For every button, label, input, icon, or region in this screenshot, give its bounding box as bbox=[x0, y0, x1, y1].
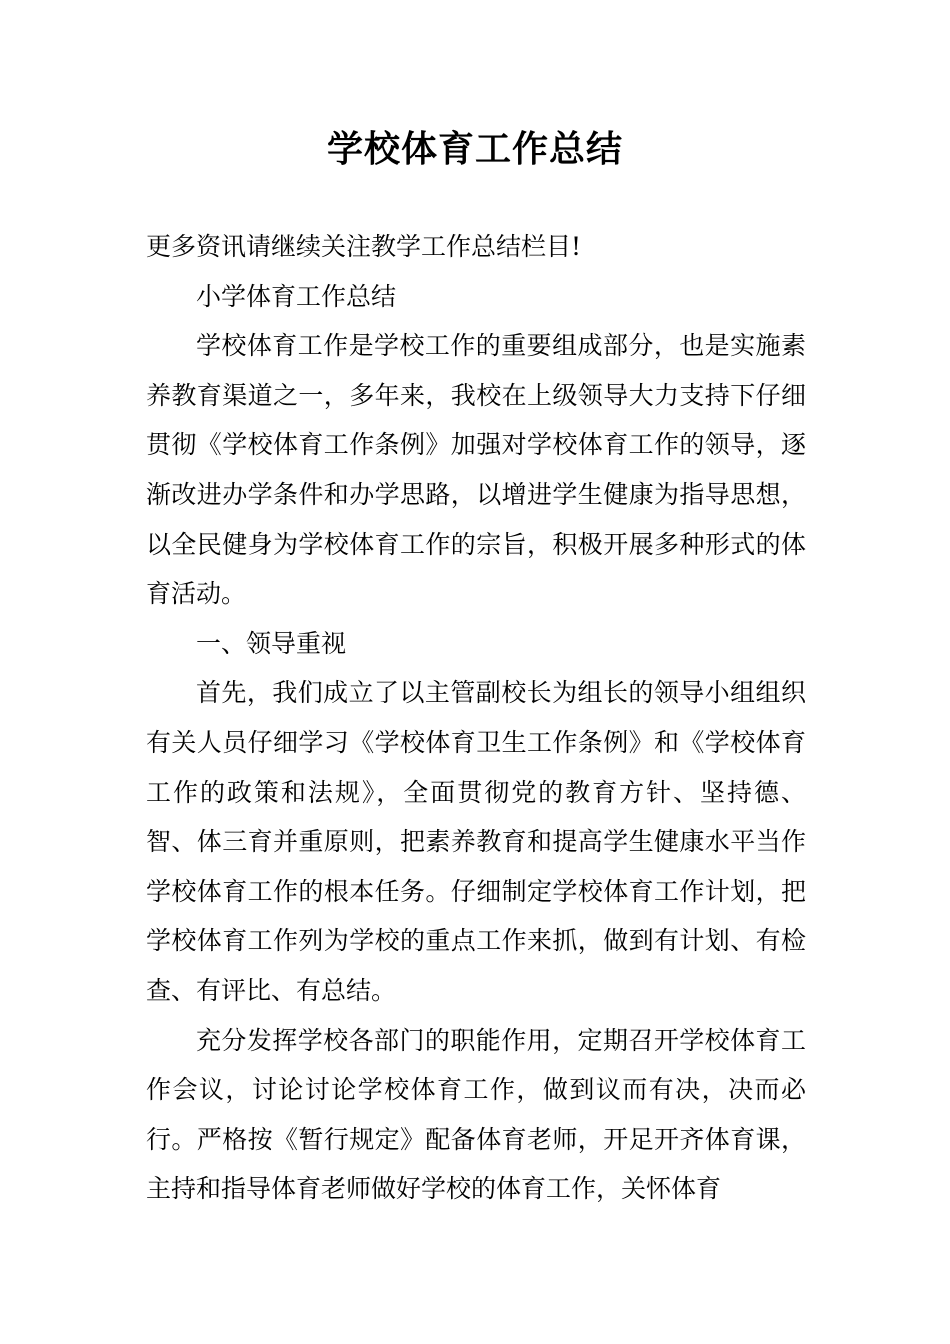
paragraph-overview: 学校体育工作是学校工作的重要组成部分，也是实施素养教育渠道之一，多年来，我校在上级领导大力支持下仔细贯彻《学校体育工作条例》加强对学校体育工作的领导，逐渐改进办学条件和办学思路，以增进学生健康为指导思想，以全民健身为学校体育工作的宗旨，积极开展多种形式的体育活动。 bbox=[146, 331, 806, 609]
paragraph-leadership-2: 充分发挥学校各部门的职能作用，定期召开学校体育工作会议，讨论讨论学校体育工作，做到议而有决，决而必行。严格按《暂行规定》配备体育老师，开足开齐体育课，主持和指导体育老师做好学校的体育工作，关怀体育 bbox=[146, 1025, 806, 1204]
paragraph-leadership-1: 首先，我们成立了以主管副校长为组长的领导小组组织有关人员仔细学习《学校体育卫生工作条例》和《学校体育工作的政策和法规》，全面贯彻党的教育方针、坚持德、智、体三育并重原则，把素养教育和提高学生健康水平当作学校体育工作的根本任务。仔细制定学校体育工作计划，把学校体育工作列为学校的重点工作来抓，做到有计划、有检查、有评比、有总结。 bbox=[146, 678, 806, 1005]
paragraph-subtitle: 小学体育工作总结 bbox=[196, 281, 397, 311]
document-body bbox=[146, 222, 806, 1214]
paragraph-intro: 更多资讯请继续关注教学工作总结栏目! bbox=[146, 232, 582, 261]
document-title: 学校体育工作总结 bbox=[326, 129, 623, 170]
section-heading-leadership: 一、领导重视 bbox=[196, 628, 347, 658]
